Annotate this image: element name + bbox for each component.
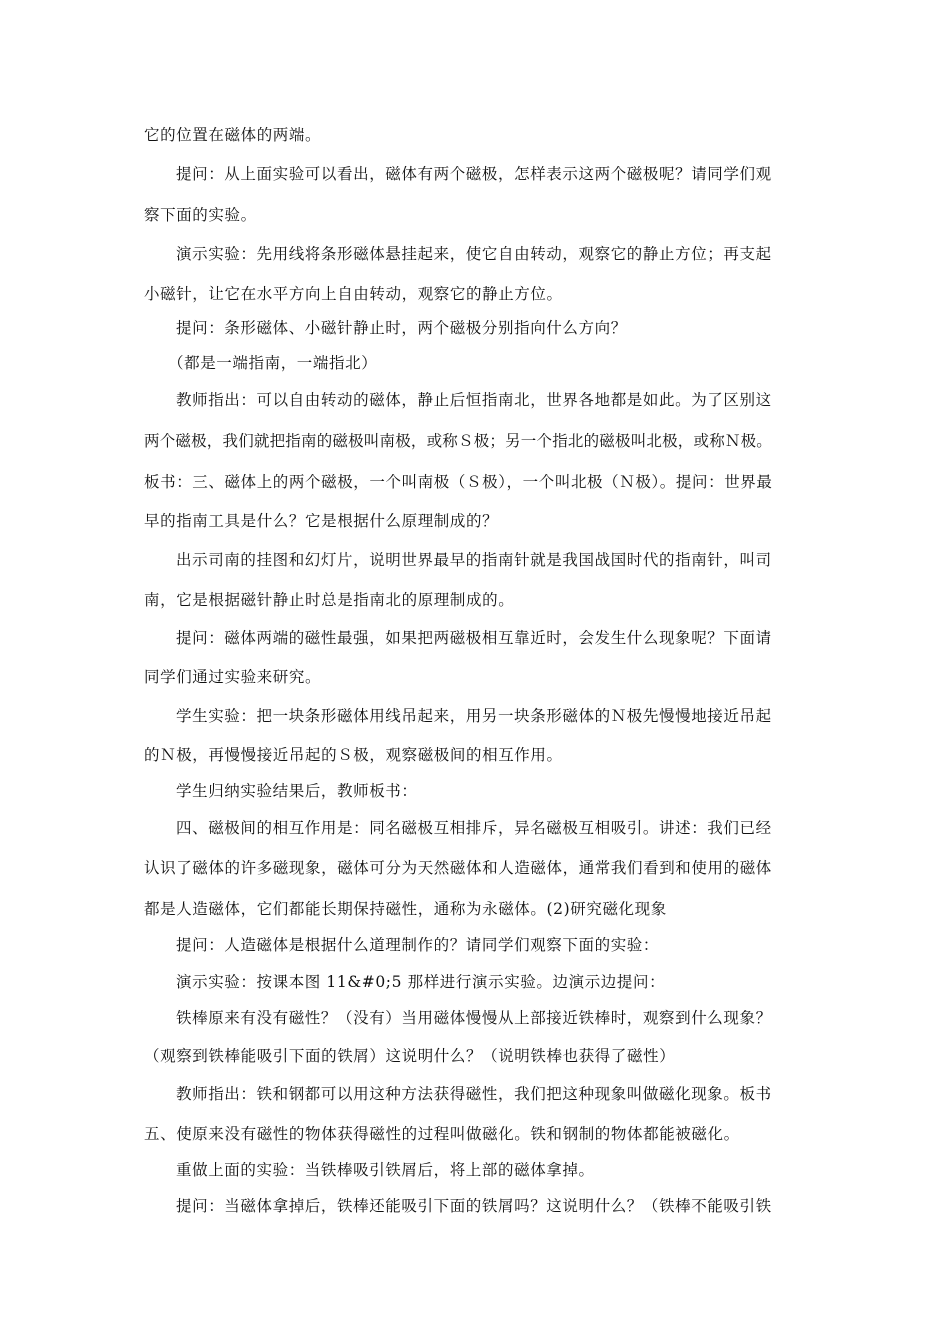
text-line: 五、使原来没有磁性的物体获得磁性的过程叫做磁化。铁和钢制的物体都能被磁化。 [144, 1125, 740, 1143]
text-line: 提问：条形磁体、小磁针静止时，两个磁极分别指向什么方向？ [176, 319, 627, 337]
text-line: 学生归纳实验结果后，教师板书： [176, 782, 418, 800]
text-line: （观察到铁棒能吸引下面的铁屑）这说明什么？（说明铁棒也获得了磁性） [144, 1047, 676, 1065]
text-line: 察下面的实验。 [144, 206, 257, 224]
text-line: 演示实验：先用线将条形磁体悬挂起来，使它自由转动，观察它的静止方位；再支起 [176, 245, 772, 263]
text-line: 早的指南工具是什么？它是根据什么原理制成的？ [144, 512, 499, 530]
text-line: 学生实验：把一块条形磁体用线吊起来，用另一块条形磁体的Ｎ极先慢慢地接近吊起 [176, 707, 772, 725]
text-line: （都是一端指南，一端指北） [168, 354, 378, 372]
text-line: 板书：三、磁体上的两个磁极，一个叫南极（Ｓ极），一个叫北极（Ｎ极）。提问：世界最 [144, 473, 773, 491]
text-line: 教师指出：铁和钢都可以用这种方法获得磁性，我们把这种现象叫做磁化现象。板书 [176, 1085, 772, 1103]
text-line: 铁棒原来有没有磁性？（没有）当用磁体慢慢从上部接近铁棒时，观察到什么现象？ [176, 1009, 772, 1027]
text-line: 演示实验：按课本图 11&#0;5 那样进行演示实验。边演示边提问： [176, 973, 666, 991]
text-line: 四、磁极间的相互作用是：同名磁极互相排斥，异名磁极互相吸引。讲述：我们已经 [176, 819, 772, 837]
text-line: 它的位置在磁体的两端。 [144, 126, 322, 144]
text-line: 同学们通过实验来研究。 [144, 668, 322, 686]
text-line: 小磁针，让它在水平方向上自由转动，观察它的静止方位。 [144, 285, 563, 303]
text-line: 认识了磁体的许多磁现象，磁体可分为天然磁体和人造磁体，通常我们看到和使用的磁体 [144, 859, 772, 877]
text-line: 两个磁极，我们就把指南的磁极叫南极，或称Ｓ极；另一个指北的磁极叫北极，或称Ｎ极。 [144, 432, 773, 450]
text-line: 重做上面的实验：当铁棒吸引铁屑后，将上部的磁体拿掉。 [176, 1161, 595, 1179]
text-line: 提问：从上面实验可以看出，磁体有两个磁极，怎样表示这两个磁极呢？请同学们观 [176, 165, 772, 183]
text-line: 提问：人造磁体是根据什么道理制作的？请同学们观察下面的实验： [176, 936, 660, 954]
text-line: 教师指出：可以自由转动的磁体，静止后恒指南北，世界各地都是如此。为了区别这 [176, 391, 772, 409]
text-line: 提问：磁体两端的磁性最强，如果把两磁极相互靠近时，会发生什么现象呢？下面请 [176, 629, 772, 647]
text-line: 南，它是根据磁针静止时总是指南北的原理制成的。 [144, 591, 515, 609]
text-line: 提问：当磁体拿掉后，铁棒还能吸引下面的铁屑吗？这说明什么？（铁棒不能吸引铁 [176, 1197, 772, 1215]
text-line: 都是人造磁体，它们都能长期保持磁性，通称为永磁体。(2)研究磁化现象 [144, 900, 667, 918]
text-line: 的Ｎ极，再慢慢接近吊起的Ｓ极，观察磁极间的相互作用。 [144, 746, 563, 764]
text-line: 出示司南的挂图和幻灯片，说明世界最早的指南针就是我国战国时代的指南针，叫司 [176, 551, 772, 569]
